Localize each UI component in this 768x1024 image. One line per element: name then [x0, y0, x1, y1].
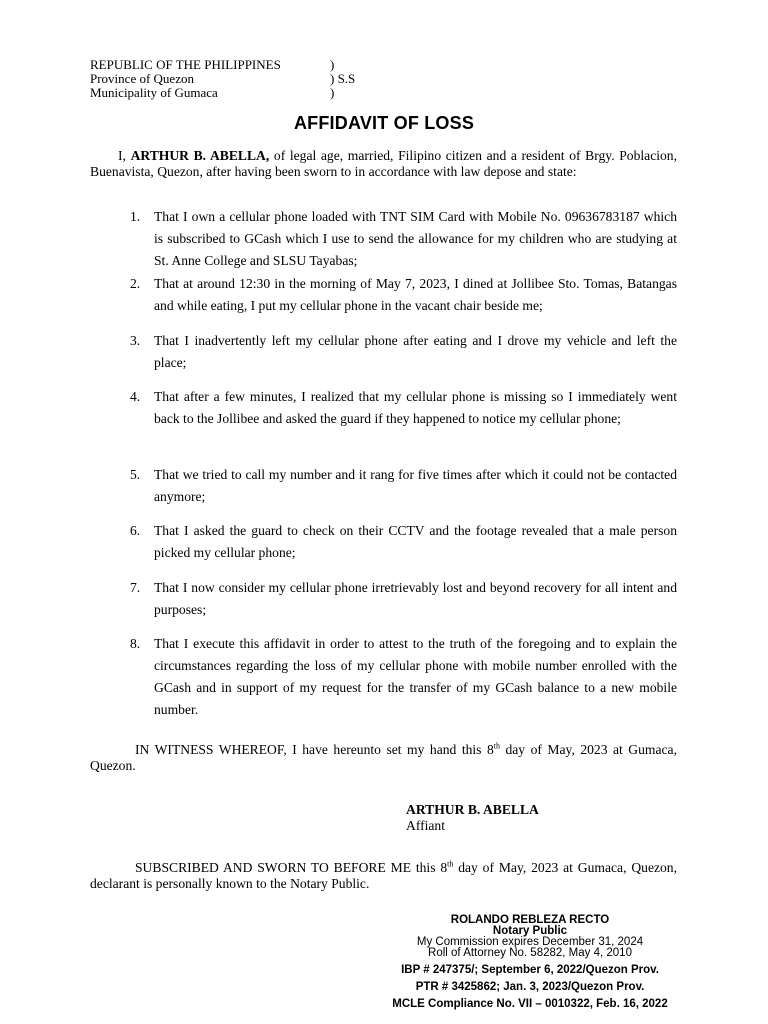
ordinal-suffix: th — [493, 741, 500, 751]
item-text: That I own a cellular phone loaded with TNT SIM Card with Mobile No. 09636783187 which is subscribed to GCash which I use to send the allowance for my children who are studying at St. Anne College and SLSU Tayabas; — [154, 209, 677, 268]
jurat-text-start: SUBSCRIBED AND SWORN TO BEFORE ME this 8 — [135, 860, 448, 875]
statement-item — [130, 386, 677, 430]
affiant-name-inline: ARTHUR B. ABELLA, — [130, 148, 270, 163]
statement-item — [130, 577, 677, 621]
item-number: 1. — [130, 209, 141, 224]
statement-item — [130, 633, 677, 721]
witness-text-start: IN WITNESS WHEREOF, I have hereunto set my hand this 8 — [135, 742, 494, 757]
witness-paragraph — [90, 742, 677, 774]
notary-title: Notary Public — [492, 925, 568, 937]
jurat-paragraph — [90, 860, 677, 892]
affiant-name: ARTHUR B. ABELLA — [406, 802, 539, 817]
item-number: 7. — [130, 580, 141, 595]
intro-paragraph — [90, 148, 677, 180]
venue-bracket: ) — [330, 57, 335, 72]
venue-bracket: ) — [330, 85, 335, 100]
item-number: 3. — [130, 333, 141, 348]
notary-ptr: PTR # 3425862; Jan. 3, 2023/Quezon Prov. — [415, 981, 645, 993]
venue-row — [90, 86, 355, 100]
notary-name: ROLANDO REBLEZA RECTO — [450, 914, 610, 926]
statement-item — [130, 520, 677, 564]
item-text: That I now consider my cellular phone irretrievably lost and beyond recovery for all intent and purposes; — [154, 580, 677, 617]
notary-block — [380, 915, 680, 1010]
venue-municipality: Municipality of Gumaca — [90, 85, 218, 100]
item-text: That we tried to call my number and it rang for five times after which it could not be contacted anymore; — [154, 467, 677, 504]
item-number: 6. — [130, 523, 141, 538]
item-text: That I asked the guard to check on their CCTV and the footage revealed that a male person picked my cellular phone; — [154, 523, 677, 560]
item-number: 5. — [130, 467, 141, 482]
notary-ibp: IBP # 247375/; September 6, 2022/Quezon Prov. — [401, 964, 659, 976]
statement-item — [130, 273, 677, 317]
item-text: That at around 12:30 in the morning of May 7, 2023, I dined at Jollibee Sto. Tomas, Batangas and while eating, I put my cellular phone in the vacant chair beside me; — [154, 276, 677, 313]
intro-text: of legal age, married, Filipino citizen and a resident of Brgy. Poblacion, Buenavista, Quezon, after having been sworn to in accordance with law depose and state: — [90, 148, 677, 179]
notary-commission: My Commission expires December 31, 2024 — [416, 936, 644, 948]
notary-roll: Roll of Attorney No. 58282, May 4, 2010 — [428, 947, 632, 959]
item-text: That I execute this affidavit in order to attest to the truth of the foregoing and to explain the circumstances regarding the loss of my cellular phone with mobile number enrolled with the GCash and in support of my request for the transfer of my GCash balance to a new mobile number. — [154, 636, 677, 717]
venue-bracket-ss: ) S.S — [330, 71, 356, 86]
item-number: 4. — [130, 389, 141, 404]
venue-country: REPUBLIC OF THE PHILIPPINES — [90, 57, 281, 72]
item-text: That I inadvertently left my cellular phone after eating and I drove my vehicle and left the place; — [154, 333, 677, 370]
item-number: 2. — [130, 276, 141, 291]
affiant-role: Affiant — [406, 818, 446, 833]
notary-mcle: MCLE Compliance No. VII – 0010322, Feb. 16, 2022 — [392, 998, 668, 1010]
statement-item — [130, 330, 677, 374]
venue-header — [90, 58, 355, 100]
statement-item — [130, 206, 677, 272]
item-number: 8. — [130, 636, 141, 651]
venue-row — [90, 58, 355, 72]
statement-item — [130, 464, 677, 508]
affiant-signature-block — [406, 802, 539, 834]
venue-province: Province of Quezon — [90, 71, 194, 86]
intro-prefix: I, — [118, 148, 131, 163]
ordinal-suffix: th — [447, 859, 454, 869]
venue-row — [90, 72, 355, 86]
jurat-text-end: day of May, 2023 at Gumaca, Quezon, declarant is personally known to the Notary Public. — [90, 860, 677, 891]
witness-text-end: day of May, 2023 at Gumaca, Quezon. — [90, 742, 677, 773]
document-title: AFFIDAVIT OF LOSS — [293, 113, 475, 133]
item-text: That after a few minutes, I realized that my cellular phone is missing so I immediately went back to the Jollibee and asked the guard if they happened to notice my cellular phone; — [154, 389, 677, 426]
